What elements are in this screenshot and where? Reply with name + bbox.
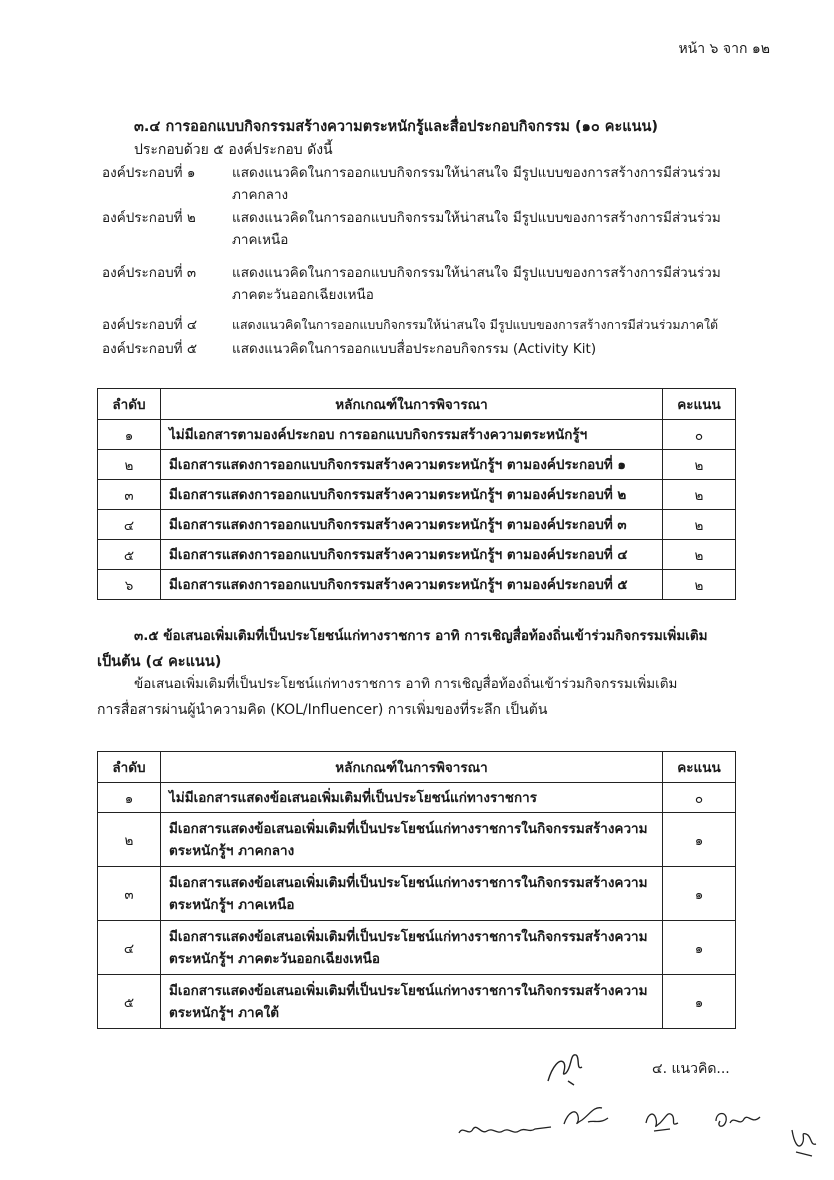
row-score: ๑	[663, 975, 736, 1029]
column-header-criteria: หลักเกณฑ์ในการพิจารณา	[161, 389, 663, 420]
table-row	[98, 570, 736, 600]
table-row	[98, 510, 736, 540]
row-criteria: ไม่มีเอกสารแสดงข้อเสนอเพิ่มเติมที่เป็นประโยชน์แก่ทางราชการ	[161, 783, 663, 813]
row-criteria: มีเอกสารแสดงข้อเสนอเพิ่มเติมที่เป็นประโยชน์แก่ทางราชการในกิจกรรมสร้างความตระหนักรู้ฯ ภาคตะวันออกเฉียงเหนือ	[161, 921, 663, 975]
row-score: ๑	[663, 867, 736, 921]
table-row	[98, 420, 736, 450]
section-3-5-paragraph-line-1: ข้อเสนอเพิ่มเติมที่เป็นประโยชน์แก่ทางราชการ อาทิ การเชิญสื่อท้องถิ่นเข้าร่วมกิจกรรมเพิ่มเติม	[134, 676, 678, 692]
row-criteria: มีเอกสารแสดงข้อเสนอเพิ่มเติมที่เป็นประโยชน์แก่ทางราชการในกิจกรรมสร้างความตระหนักรู้ฯ ภาคกลาง	[161, 813, 663, 867]
criteria-table-3-4	[97, 388, 736, 600]
table-row	[98, 975, 736, 1029]
table-row	[98, 921, 736, 975]
row-score: ๒	[663, 480, 736, 510]
row-score: ๒	[663, 570, 736, 600]
table-row	[98, 813, 736, 867]
section-3-4-intro: ประกอบด้วย ๕ องค์ประกอบ ดังนี้	[134, 142, 333, 158]
section-3-5-paragraph-line-2: การสื่อสารผ่านผู้นำความคิด (KOL/Influencer) การเพิ่มของที่ระลึก เป็นต้น	[97, 702, 548, 718]
page-number: หน้า ๖ จาก ๑๒	[678, 41, 770, 57]
component-text: แสดงแนวคิดในการออกแบบกิจกรรมให้น่าสนใจ มีรูปแบบของการสร้างการมีส่วนร่วมภาคใต้	[232, 317, 719, 332]
row-score: ๐	[663, 420, 736, 450]
row-number: ๔	[98, 921, 161, 975]
row-number: ๕	[98, 975, 161, 1029]
row-number: ๕	[98, 540, 161, 570]
row-number: ๒	[98, 450, 161, 480]
row-score: ๒	[663, 450, 736, 480]
row-score: ๐	[663, 783, 736, 813]
component-label: องค์ประกอบที่ ๕	[102, 341, 198, 357]
row-criteria: มีเอกสารแสดงการออกแบบกิจกรรมสร้างความตระหนักรู้ฯ ตามองค์ประกอบที่ ๒	[161, 480, 663, 510]
row-score: ๒	[663, 510, 736, 540]
row-number: ๑	[98, 420, 161, 450]
column-header-criteria: หลักเกณฑ์ในการพิจารณา	[161, 752, 663, 783]
table-row	[98, 450, 736, 480]
table-row	[98, 480, 736, 510]
section-3-5-heading-line-1: ๓.๕ ข้อเสนอเพิ่มเติมที่เป็นประโยชน์แก่ทางราชการ อาทิ การเชิญสื่อท้องถิ่นเข้าร่วมกิจกรรมเพิ่มเติม	[134, 628, 708, 644]
component-label: องค์ประกอบที่ ๑	[102, 165, 196, 181]
row-number: ๓	[98, 867, 161, 921]
column-header-score: คะแนน	[663, 389, 736, 420]
row-criteria: มีเอกสารแสดงข้อเสนอเพิ่มเติมที่เป็นประโยชน์แก่ทางราชการในกิจกรรมสร้างความตระหนักรู้ฯ ภาคใต้	[161, 975, 663, 1029]
component-4	[102, 314, 742, 336]
component-2	[102, 207, 742, 251]
row-criteria: มีเอกสารแสดงการออกแบบกิจกรรมสร้างความตระหนักรู้ฯ ตามองค์ประกอบที่ ๓	[161, 510, 663, 540]
criteria-table-3-5	[97, 751, 736, 1029]
row-criteria: มีเอกสารแสดงข้อเสนอเพิ่มเติมที่เป็นประโยชน์แก่ทางราชการในกิจกรรมสร้างความตระหนักรู้ฯ ภาคเหนือ	[161, 867, 663, 921]
component-3	[102, 262, 742, 306]
row-criteria: ไม่มีเอกสารตามองค์ประกอบ การออกแบบกิจกรรมสร้างความตระหนักรู้ฯ	[161, 420, 663, 450]
row-number: ๑	[98, 783, 161, 813]
signature-4	[640, 1103, 685, 1137]
column-header-order: ลำดับ	[98, 752, 161, 783]
table-row	[98, 783, 736, 813]
row-criteria: มีเอกสารแสดงการออกแบบกิจกรรมสร้างความตระหนักรู้ฯ ตามองค์ประกอบที่ ๑	[161, 450, 663, 480]
component-text: แสดงแนวคิดในการออกแบบกิจกรรมให้น่าสนใจ มีรูปแบบของการสร้างการมีส่วนร่วม ภาคตะวันออกเฉียงเหนือ	[232, 265, 721, 303]
signature-1	[540, 1045, 590, 1090]
row-number: ๖	[98, 570, 161, 600]
row-score: ๑	[663, 813, 736, 867]
table-header-row	[98, 389, 736, 420]
row-criteria: มีเอกสารแสดงการออกแบบกิจกรรมสร้างความตระหนักรู้ฯ ตามองค์ประกอบที่ ๕	[161, 570, 663, 600]
component-text: แสดงแนวคิดในการออกแบบกิจกรรมให้น่าสนใจ มีรูปแบบของการสร้างการมีส่วนร่วม ภาคเหนือ	[232, 210, 721, 248]
row-score: ๑	[663, 921, 736, 975]
column-header-score: คะแนน	[663, 752, 736, 783]
component-1	[102, 162, 742, 206]
component-label: องค์ประกอบที่ ๓	[102, 265, 197, 281]
column-header-order: ลำดับ	[98, 389, 161, 420]
row-number: ๒	[98, 813, 161, 867]
section-3-4-heading: ๓.๔ การออกแบบกิจกรรมสร้างความตระหนักรู้และสื่อประกอบกิจกรรม (๑๐ คะแนน)	[134, 119, 659, 135]
component-label: องค์ประกอบที่ ๔	[102, 317, 198, 333]
component-5	[102, 338, 742, 360]
row-criteria: มีเอกสารแสดงการออกแบบกิจกรรมสร้างความตระหนักรู้ฯ ตามองค์ประกอบที่ ๔	[161, 540, 663, 570]
component-label: องค์ประกอบที่ ๒	[102, 210, 196, 226]
signature-6	[784, 1120, 824, 1160]
table-row	[98, 540, 736, 570]
signature-3	[558, 1098, 618, 1134]
row-score: ๒	[663, 540, 736, 570]
continuation-text: ๔. แนวคิด...	[652, 1061, 730, 1077]
component-text: แสดงแนวคิดในการออกแบบกิจกรรมให้น่าสนใจ มีรูปแบบของการสร้างการมีส่วนร่วม ภาคกลาง	[232, 165, 721, 203]
signature-5	[710, 1105, 765, 1135]
signature-2	[455, 1115, 555, 1145]
table-header-row	[98, 752, 736, 783]
section-3-5-heading-line-2: เป็นต้น (๔ คะแนน)	[97, 654, 222, 670]
row-number: ๔	[98, 510, 161, 540]
row-number: ๓	[98, 480, 161, 510]
component-text: แสดงแนวคิดในการออกแบบสื่อประกอบกิจกรรม (Activity Kit)	[232, 341, 597, 357]
table-row	[98, 867, 736, 921]
